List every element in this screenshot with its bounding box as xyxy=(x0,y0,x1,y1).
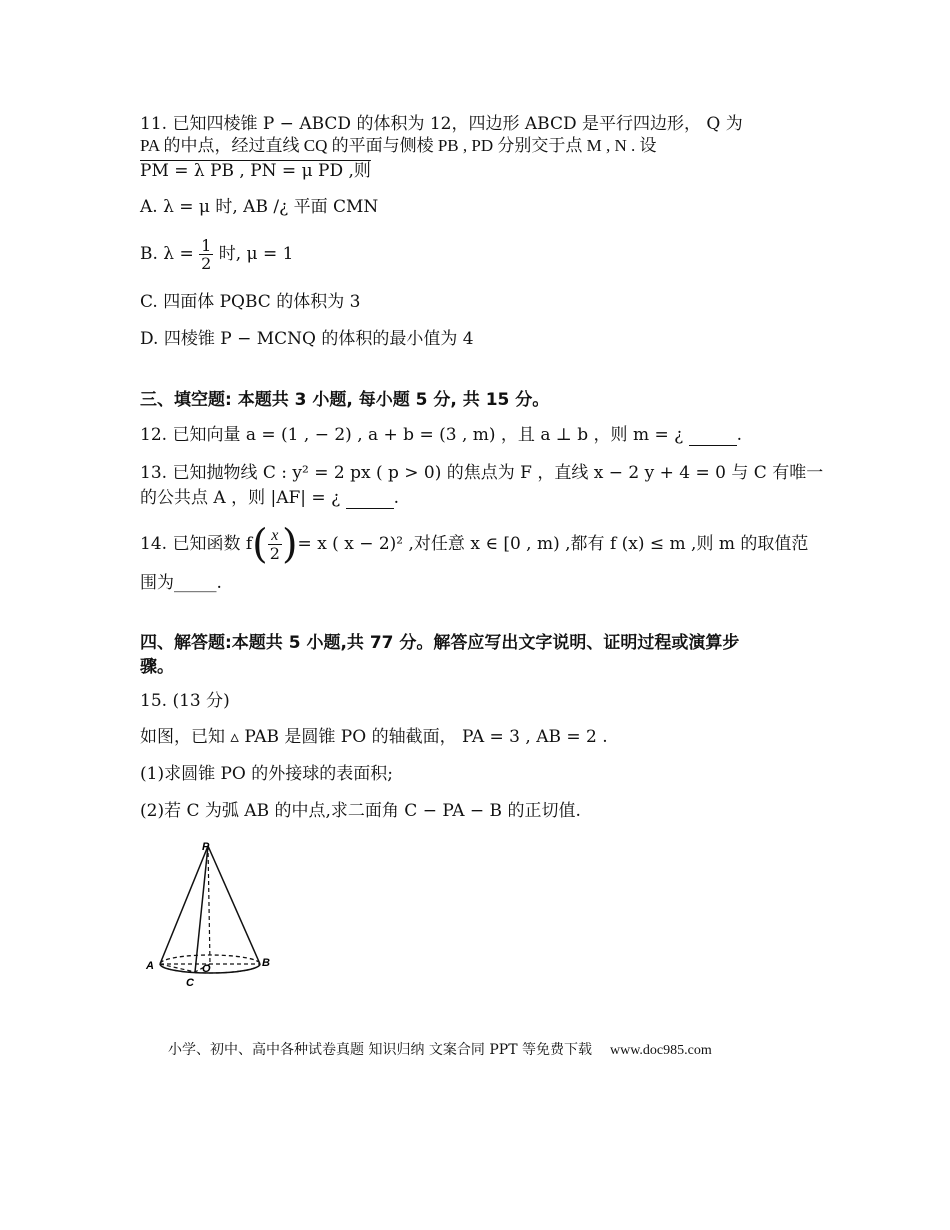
q15-part1: (1)求圆锥 PO 的外接球的表面积; xyxy=(140,764,393,784)
cone-figure xyxy=(140,838,280,988)
q15-title: 15. (13 分) xyxy=(140,691,230,711)
q14-paren-open: ( xyxy=(252,521,268,568)
q11-option-c: C. 四面体 PQBC 的体积为 3 xyxy=(140,292,361,312)
q14-fraction xyxy=(268,527,282,562)
edge-pa xyxy=(160,846,208,964)
footer-text: 小学、初中、高中各种试卷真题 知识归纳 文案合同 PPT 等免费下载 xyxy=(168,1042,592,1058)
page-footer xyxy=(168,1040,712,1061)
footer-url[interactable]: www.doc985.com xyxy=(609,1043,712,1058)
q12-text: 12. 已知向量 a = (1 , − 2) , a + b = (3 , m) ，且 a ⊥ b ，则 m = ¿ xyxy=(140,425,684,445)
q11-line1: 11. 已知四棱锥 P − ABCD 的体积为 12，四边形 ABCD 是平行四边形， Q 为 xyxy=(140,114,743,134)
q14-den: 2 xyxy=(269,544,280,563)
q11-option-a: A. λ = μ 时, AB /¿ 平面 CMN xyxy=(140,197,379,217)
q14-prefix: 14. 已知函数 f xyxy=(140,534,253,554)
axis-po xyxy=(208,846,210,964)
q11-b-num: 1 xyxy=(201,236,212,255)
q13-end: . xyxy=(393,488,399,508)
section4-heading-line1: 四、解答题:本题共 5 小题,共 77 分。解答应写出文字说明、证明过程或演算步 xyxy=(140,633,740,653)
q12 xyxy=(140,424,742,446)
q13-answer-blank xyxy=(346,492,394,509)
section4-heading-line2: 骤。 xyxy=(140,657,174,677)
q11-line2: PA 的中点，经过直线 CQ 的平面与侧棱 PB , PD 分别交于点 M , N . 设 xyxy=(140,136,657,155)
edge-pb xyxy=(208,846,260,964)
q11-b-prefix: B. λ = xyxy=(140,244,194,264)
q11-option-d: D. 四棱锥 P − MCNQ 的体积的最小值为 4 xyxy=(140,329,474,349)
q14-suffix: = x ( x − 2)² ,对任意 x ∈ [0 , m) ,都有 f (x) ≤ m ,则 m 的取值范 xyxy=(297,534,809,554)
q12-end: . xyxy=(736,425,743,445)
q14-paren-close: ) xyxy=(281,521,298,568)
label-o: O xyxy=(202,963,211,975)
q11-line3: PM = λ PB , PN = μ PD ,则 xyxy=(140,161,371,181)
q14-num: x xyxy=(268,527,282,545)
q11-b-den: 2 xyxy=(201,254,212,273)
label-b: B xyxy=(262,957,270,969)
q15-part2: (2)若 C 为弧 AB 的中点,求二面角 C − PA − B 的正切值. xyxy=(140,801,581,821)
label-c: C xyxy=(186,977,194,988)
q13-line2 xyxy=(140,487,399,509)
q11-b-suffix: 时, μ = 1 xyxy=(218,244,294,264)
q15-stem: 如图，已知 ▵ PAB 是圆锥 PO 的轴截面， PA = 3 , AB = 2 . xyxy=(140,727,608,747)
q12-answer-blank xyxy=(689,429,737,446)
q11-b-fraction xyxy=(199,237,213,272)
q14-line2: 围为_____. xyxy=(140,573,222,593)
q11-option-b xyxy=(140,236,293,272)
label-a: A xyxy=(146,960,154,972)
label-p: P xyxy=(202,841,210,853)
q13-text: 的公共点 A ，则 |AF| = ¿ xyxy=(140,488,341,508)
q13-line1: 13. 已知抛物线 C : y² = 2 px ( p > 0) 的焦点为 F ，直线 x − 2 y + 4 = 0 与 C 有唯一 xyxy=(140,463,824,483)
edge-pc xyxy=(195,846,208,972)
section3-heading: 三、填空题: 本题共 3 小题, 每小题 5 分, 共 15 分。 xyxy=(140,390,550,410)
q14-line1 xyxy=(140,522,808,566)
